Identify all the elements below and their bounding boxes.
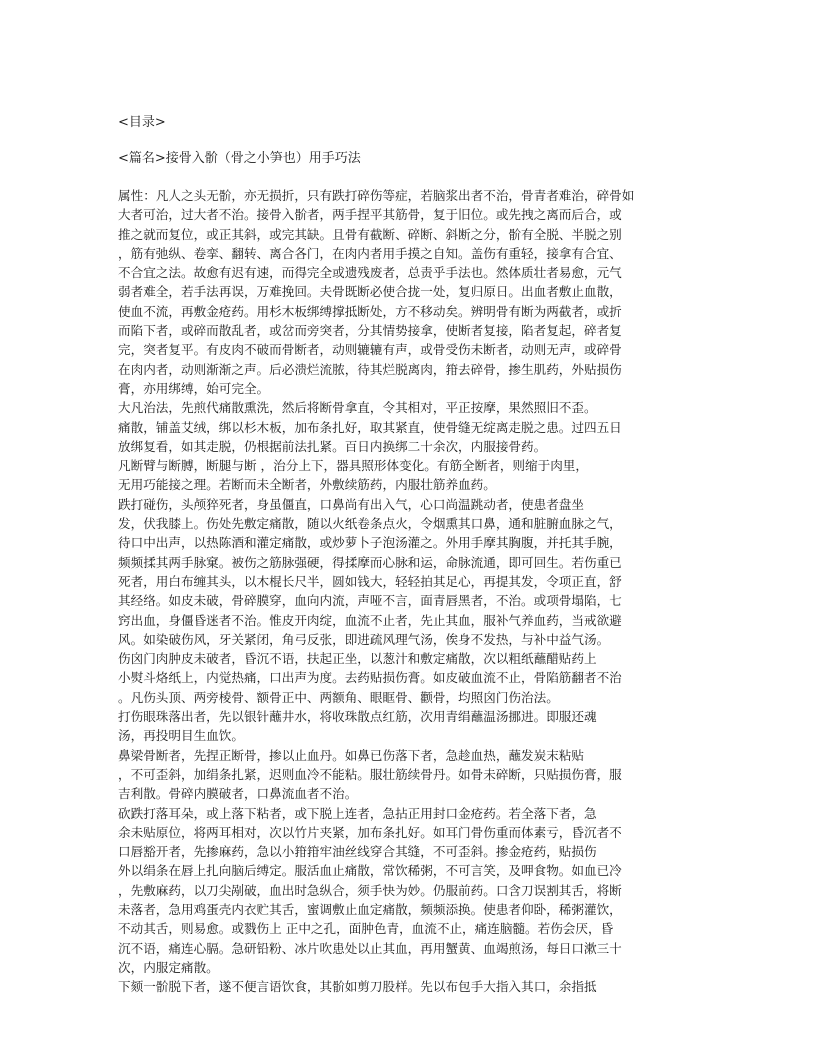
text-line: ，不可歪斜，加绢条扎紧，迟则血冷不能粘。服壮筋续骨丹。如骨未碎断，只贴损伤膏，服 xyxy=(118,766,622,782)
text-line: 不动其舌，则易愈。或戮伤上 正中之孔，面肿色青，血流不止，痛连脑髓。若伤会厌，昏 xyxy=(118,921,614,937)
text-line: 推之就而复位，或正其斜，或完其缺。且骨有截断、碎断、斜断之分，骱有全脱、半脱之别 xyxy=(118,226,622,242)
text-line: 窍出血，身僵昏迷者不治。惟皮开肉绽，血流不止者，先止其血，服补气养血药，当戒欲避 xyxy=(118,612,622,628)
text-line: 完，突者复平。有皮肉不破而骨断者，动则辘辘有声，或骨受伤未断者，动则无声，或碎骨 xyxy=(118,342,622,358)
text-line: 大者可治，过大者不治。接骨入骱者，两手捏平其筋骨，复于旧位。或先拽之离而后合，或 xyxy=(118,207,622,223)
text-line: 沉不语，痛连心膈。急研铅粉、冰片吹患处以止其血，再用蟹黄、血竭煎汤，每日口漱三十 xyxy=(118,940,622,956)
text-line: 外以绢条在唇上扎向脑后缚定。服活血止痛散，常饮稀粥，不可言笑，及呷食物。如血已冷 xyxy=(118,863,622,879)
chapter-title: <篇名>接骨入骱（骨之小笋也）用手巧法 xyxy=(118,151,361,166)
text-line: 吉利散。骨碎内膜破者，口鼻流血者不治。 xyxy=(118,786,358,802)
text-line: 频频揉其两手脉窠。被伤之筋脉强硬，得揉摩而心脉和运，命脉流通，即可回生。若伤重已 xyxy=(118,554,622,570)
text-line: 痛散，铺盖艾绒，绑以杉木板，加布条扎好，取其紧直，使骨缝无绽离走脱之患。过四五日 xyxy=(118,419,622,435)
text-line: ，先敷麻药，以刀尖剐破，血出时急纵合，须手快为妙。仍服前药。口含刀误割其舌，将断 xyxy=(118,882,622,898)
text-line: 不合宜之法。故愈有迟有速，而得完全或遗残废者，总责乎手法也。然体质壮者易愈，元气 xyxy=(118,265,622,281)
text-line: 伤囟门肉肿皮未破者，昏沉不语，扶起正坐，以葱汁和敷定痛散，次以粗纸蘸醋贴药上 xyxy=(118,651,597,667)
text-line: 而陷下者，或碎而散乱者，或岔而旁突者，分其情势接拿，使断者复接，陷者复起，碎者复 xyxy=(118,323,622,339)
text-line: 发，伏我膝上。伤处先敷定痛散，随以火纸卷条点火，令烟熏其口鼻，通和脏腑血脉之气， xyxy=(118,516,622,532)
text-line: 小熨斗烙纸上，内觉热痛，口出声为度。去药贴损伤膏。如皮破血流不止，骨陷筋翻者不治 xyxy=(118,670,622,686)
text-line: 其经络。如皮未破，骨碎膜穿，血向内流，声哑不言，面青唇黑者，不治。或项骨塌陷，七 xyxy=(118,593,622,609)
toc-label: <目录> xyxy=(118,115,166,130)
text-line: 放绑复看，如其走脱，仍根据前法扎紧。百日内换绑二十余次，内服接骨药。 xyxy=(118,438,547,454)
text-line: 风。如染破伤风，牙关紧闭，角弓反张，即进疏风理气汤，俟身不发热，与补中益气汤。 xyxy=(118,631,610,647)
text-line: 死者，用白布缠其头，以木棍长尺半，圆如钱大，轻轻拍其足心，再提其发，令项正直，舒 xyxy=(118,573,622,589)
text-line: 。凡伤头顶、两旁棱骨、额骨正中、两额角、眼眶骨、颧骨，均照囟门伤治法。 xyxy=(118,689,559,705)
text-line: 属性：凡人之头无骱，亦无损折，只有跌打碎伤等症，若脑浆出者不治，骨青者难治，碎骨如 xyxy=(118,188,635,203)
text-line: 下颏一骱脱下者，遂不便言语饮食，其骱如剪刀股样。先以布包手大指入其口，余指抵 xyxy=(118,979,597,995)
text-line: 汤，再投明目生血饮。 xyxy=(118,728,244,744)
text-line: 打伤眼珠落出者，先以银针蘸井水，将收珠散点红筋，次用青绢蘸温汤挪进。即服还魂 xyxy=(118,709,597,725)
text-line: 余未贴原位，将两耳相对，次以竹片夹紧，加布条扎好。如耳门骨伤重而体素亏，昏沉者不 xyxy=(118,824,622,840)
text-line: 未落者，急用鸡蛋壳内衣贮其舌，蜜调敷止血定痛散，频频添换。使患者仰卧，稀粥灌饮， xyxy=(118,901,622,917)
text-line: 口唇豁开者，先掺麻药，急以小箝箝牢油丝线穿合其缝，不可歪斜。掺金疮药，贴损伤 xyxy=(118,844,597,860)
text-line: 使血不流，再敷金疮药。用杉木板绑缚撑抵断处，方不移动矣。辨明骨有断为两截者，或折 xyxy=(118,303,622,319)
text-line: 凡断臂与断膊，断腿与断 ，治分上下，器具照形体变化。有筋全断者，则缩于肉里， xyxy=(118,458,588,474)
text-line: 待口中出声，以热陈酒和灌定痛散，或炒萝卜子泡汤灌之。外用手摩其胸腹，并托其手腕， xyxy=(118,535,622,551)
text-line: 砍跌打落耳朵，或上落下粘者，或下脱上连者，急拈正用封口金疮药。若全落下者，急 xyxy=(118,805,597,821)
text-line: 大凡治法，先煎代痛散熏洗，然后将断骨拿直，令其相对，平正按摩，果然照旧不歪。 xyxy=(118,400,597,416)
text-line: 弱者难全，若手法再误，万难挽回。夫骨既断必使合拢一处，复归原日。出血者敷止血散， xyxy=(118,284,622,300)
text-line: 跌打碰伤，头颅猝死者，身虽僵直，口鼻尚有出入气，心口尚温跳动者，使患者盘坐 xyxy=(118,496,584,512)
text-line: 无用巧能接之理。若断而未全断者，外敷续筋药，内服壮筋养血药。 xyxy=(118,477,496,493)
text-line: 在肉内者，动则渐渐之声。后必溃烂流脓，待其烂脱离肉，箝去碎骨，掺生肌药，外贴损伤 xyxy=(118,361,622,377)
text-line: 膏，亦用绑缚，始可完全。 xyxy=(118,380,270,396)
body-text xyxy=(118,186,698,996)
text-line: 鼻梁骨断者，先捏正断骨，掺以止血丹。如鼻已伤落下者，急趁血热，蘸发炭末粘贴 xyxy=(118,747,584,763)
text-line: 次，内服定痛散。 xyxy=(118,959,219,975)
text-line: ，筋有弛纵、卷挛、翻转、离合各门，在肉内者用手摸之自知。盖伤有重轻，接拿有合宜、 xyxy=(118,245,622,261)
